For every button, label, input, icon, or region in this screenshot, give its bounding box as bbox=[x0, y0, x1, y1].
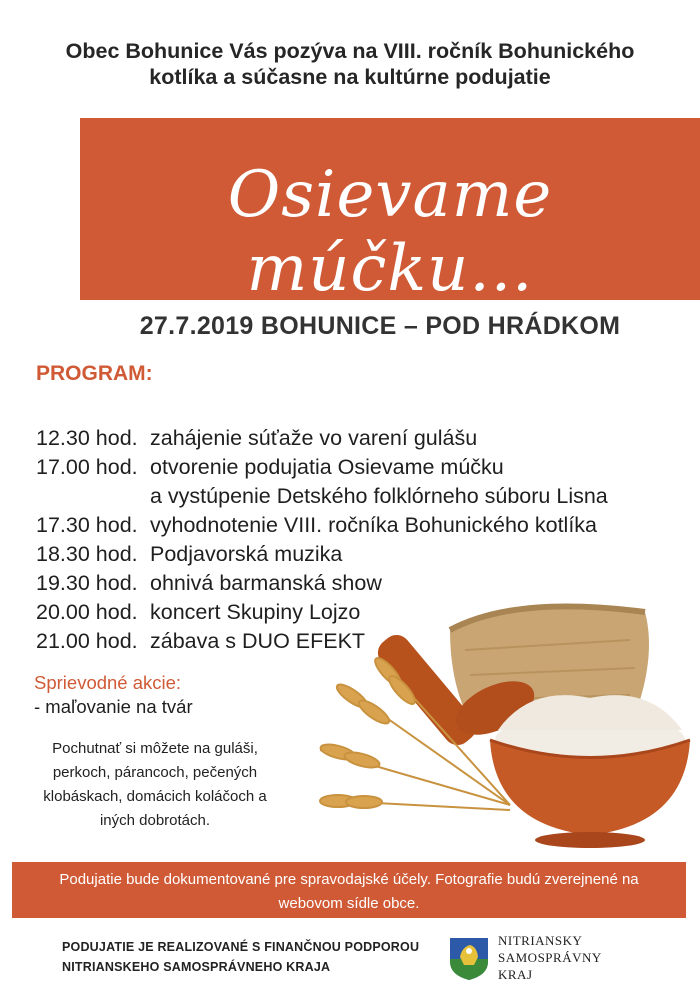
food-line: Pochutnať si môžete na guláši, bbox=[52, 740, 258, 757]
notice-line-1: Podujatie bude dokumentované pre spravodajské účely. Fotografie budú zverejnené na bbox=[59, 871, 639, 888]
schedule-time: 12.30 hod. bbox=[36, 426, 138, 450]
schedule-row-continuation: a vystúpenie Detského folklórneho súboru Lisna bbox=[150, 484, 608, 508]
intro-line-1: Obec Bohunice Vás pozýva na VIII. ročník Bohunického bbox=[65, 39, 635, 63]
schedule-row bbox=[36, 540, 676, 569]
invitation-intro bbox=[0, 38, 700, 90]
region-crest-icon bbox=[446, 935, 492, 981]
schedule-text: otvorenie podujatia Osievame múčku bbox=[150, 455, 504, 479]
side-events-heading: Sprievodné akcie: bbox=[34, 672, 182, 693]
funding-statement bbox=[62, 937, 419, 977]
funding-line-1: PODUJATIE JE REALIZOVANÉ S FINANČNOU PODPOROU bbox=[62, 940, 420, 954]
flour-bowl-wheat-illustration bbox=[300, 590, 700, 860]
schedule-time: 17.30 hod. bbox=[36, 513, 138, 537]
schedule-row bbox=[36, 453, 676, 482]
documentation-notice bbox=[12, 862, 686, 918]
intro-line-2: kotlíka a súčasne na kultúrne podujatie bbox=[149, 65, 551, 89]
schedule-text: zábava s DUO EFEKT bbox=[150, 629, 366, 653]
schedule-text: vyhodnotenie VIII. ročníka Bohunického kotlíka bbox=[150, 513, 597, 537]
title-banner bbox=[80, 118, 700, 306]
program-heading: PROGRAM: bbox=[36, 362, 153, 385]
region-line-3: KRAJ bbox=[498, 967, 533, 982]
region-line-2: SAMOSPRÁVNY bbox=[498, 950, 602, 965]
schedule-time: 18.30 hod. bbox=[36, 542, 138, 566]
schedule-time: 19.30 hod. bbox=[36, 571, 138, 595]
schedule-time: 20.00 hod. bbox=[36, 600, 138, 624]
event-date-location: 27.7.2019 BOHUNICE – POD HRÁDKOM bbox=[139, 312, 621, 340]
schedule-row bbox=[36, 424, 676, 453]
schedule-text: ohnivá barmanská show bbox=[150, 571, 382, 595]
schedule-time: 17.00 hod. bbox=[36, 455, 138, 479]
notice-line-2: webovom sídle obce. bbox=[278, 895, 420, 912]
schedule-text: Podjavorská muzika bbox=[150, 542, 343, 566]
schedule-time: 21.00 hod. bbox=[36, 629, 138, 653]
schedule-text: zahájenie súťaže vo varení gulášu bbox=[150, 426, 478, 450]
food-description bbox=[20, 737, 290, 833]
region-line-1: NITRIANSKY bbox=[498, 933, 583, 948]
food-line: klobáskach, domácich koláčoch a bbox=[43, 788, 267, 805]
schedule-text: koncert Skupiny Lojzo bbox=[150, 600, 361, 624]
food-line: iných dobrotách. bbox=[99, 812, 211, 829]
region-name bbox=[498, 932, 602, 983]
event-title: Osievame múčku... bbox=[227, 158, 553, 306]
funding-line-2: NITRIANSKEHO SAMOSPRÁVNEHO KRAJA bbox=[62, 960, 331, 974]
side-event-item: - maľovanie na tvár bbox=[34, 696, 193, 717]
food-line: perkoch, párancoch, pečených bbox=[52, 764, 258, 781]
schedule-row bbox=[36, 511, 676, 540]
